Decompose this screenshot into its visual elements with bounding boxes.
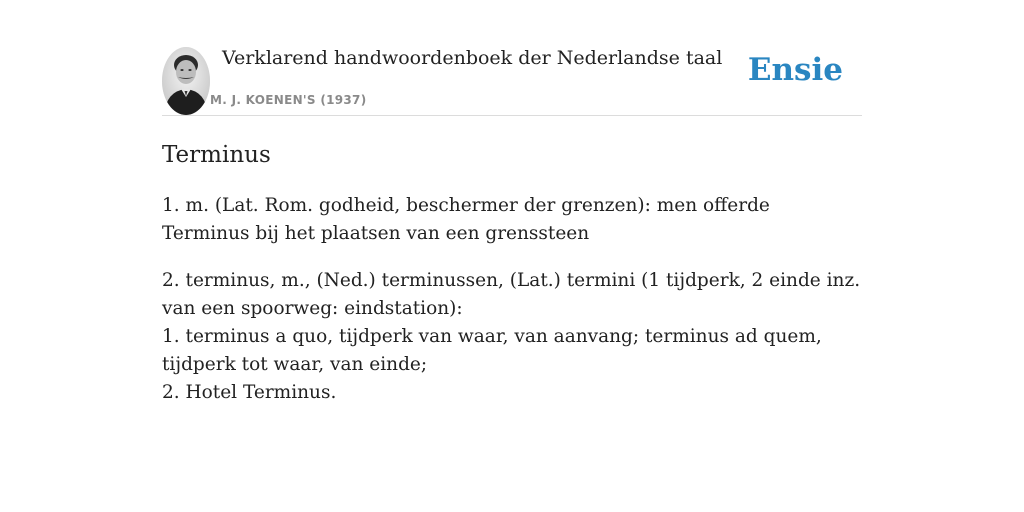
author-portrait [162, 47, 210, 115]
dictionary-header [162, 46, 862, 116]
definition-line: 2. Hotel Terminus. [162, 382, 337, 403]
definition-line: 1. m. (Lat. Rom. godheid, beschermer der grenzen): men offerde Terminus bij het plaatsen van een grenssteen [162, 195, 770, 244]
page [162, 0, 862, 407]
entry-term: Terminus [162, 142, 271, 168]
author-portrait-image [162, 47, 210, 115]
ensie-logo-link[interactable]: Ensie [747, 52, 843, 88]
definition-block [162, 192, 862, 248]
definition-line: 2. terminus, m., (Ned.) terminussen, (Lat.) termini (1 tijdperk, 2 einde inz. van een spoorweg: eindstation): [162, 270, 861, 319]
definition-line: 1. terminus a quo, tijdperk van waar, van aanvang; terminus ad quem, tijdperk tot waar, van einde; [162, 326, 822, 375]
book-title: Verklarend handwoordenboek der Nederlandse taal [222, 47, 723, 69]
definition-block [162, 267, 862, 407]
book-subtitle: M. J. KOENEN'S (1937) [210, 93, 367, 107]
